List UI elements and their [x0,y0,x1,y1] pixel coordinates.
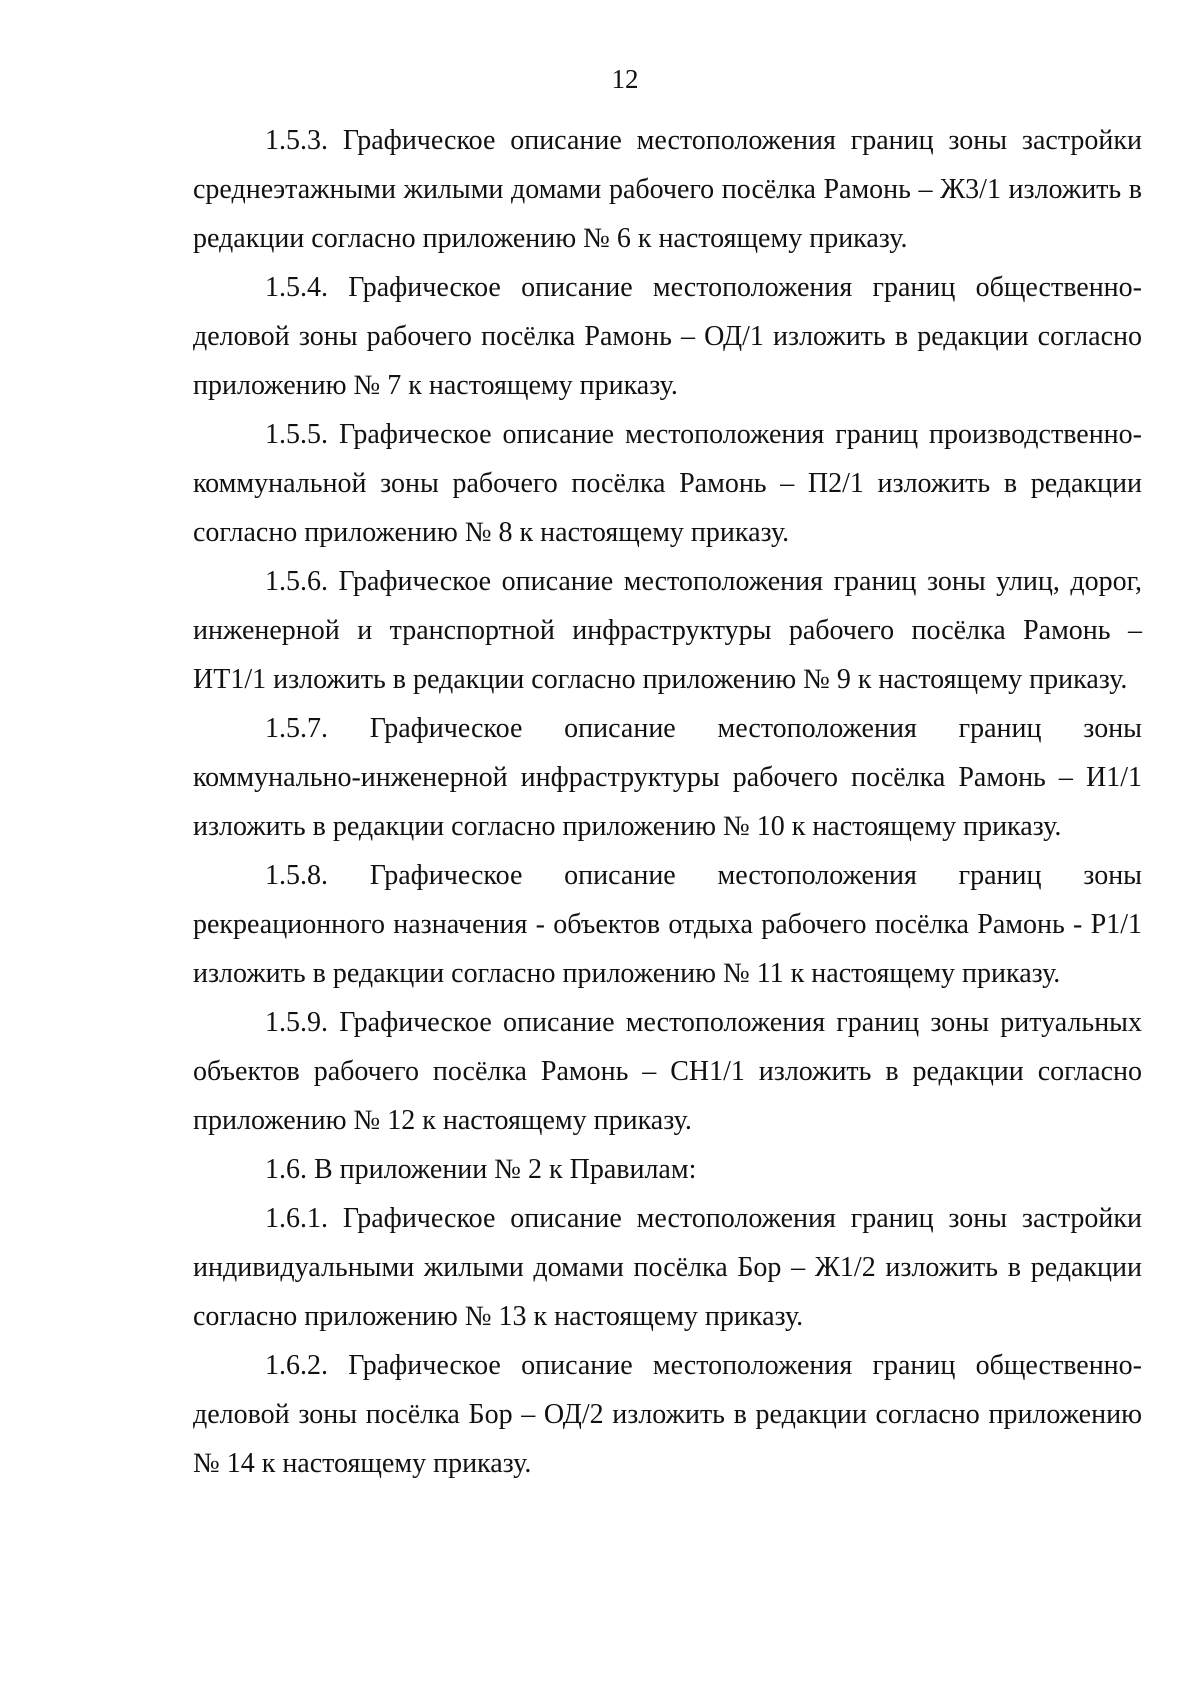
paragraph-1-5-9: 1.5.9. Графическое описание местоположения границ зоны ритуальных объектов рабочего посёлка Рамонь – СН1/1 изложить в редакции согласно приложению № 12 к настоящему приказу. [193,1007,1142,1136]
paragraph-1-5-3: 1.5.3. Графическое описание местоположения границ зоны застройки среднеэтажными жилыми домами рабочего посёлка Рамонь – Ж3/1 изложить в редакции согласно приложению № 6 к настоящему приказу. [193,125,1142,254]
paragraph-1-6-1: 1.6.1. Графическое описание местоположения границ зоны застройки индивидуальными жилыми домами посёлка Бор – Ж1/2 изложить в редакции согласно приложению № 13 к настоящему приказу. [193,1203,1142,1332]
page-number: 12 [611,64,639,94]
document-body [193,116,1142,1488]
paragraph-1-5-7: 1.5.7. Графическое описание местоположения границ зоны коммунально-инженерной инфраструктуры рабочего посёлка Рамонь – И1/1 изложить в редакции согласно приложению № 10 к настоящему приказу. [193,713,1142,842]
paragraph-1-5-8: 1.5.8. Графическое описание местоположения границ зоны рекреационного назначения - объектов отдыха рабочего посёлка Рамонь - Р1/1 изложить в редакции согласно приложению № 11 к настоящему приказу. [193,860,1142,989]
paragraph-1-6-2: 1.6.2. Графическое описание местоположения границ общественно-деловой зоны посёлка Бор – ОД/2 изложить в редакции согласно приложению № 14 к настоящему приказу. [193,1350,1142,1479]
paragraph-1-5-5: 1.5.5. Графическое описание местоположения границ производственно-коммунальной зоны рабочего посёлка Рамонь – П2/1 изложить в редакции согласно приложению № 8 к настоящему приказу. [193,419,1142,548]
paragraph-1-6: 1.6. В приложении № 2 к Правилам: [265,1154,697,1185]
paragraph-1-5-6: 1.5.6. Графическое описание местоположения границ зоны улиц, дорог, инженерной и транспортной инфраструктуры рабочего посёлка Рамонь – ИТ1/1 изложить в редакции согласно приложению № 9 к настоящему приказу. [193,566,1142,695]
paragraph-1-5-4: 1.5.4. Графическое описание местоположения границ общественно-деловой зоны рабочего посёлка Рамонь – ОД/1 изложить в редакции согласно приложению № 7 к настоящему приказу. [193,272,1142,401]
